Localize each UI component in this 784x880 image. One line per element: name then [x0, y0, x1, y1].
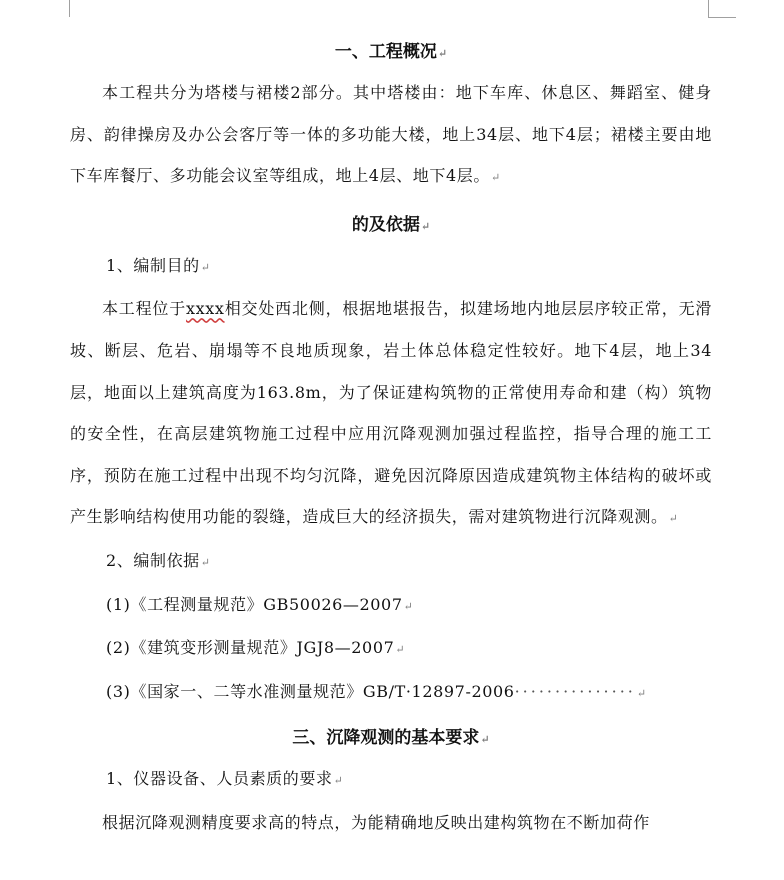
purpose-title: 1、编制目的↵	[106, 255, 211, 275]
basis-title: 2、编制依据↵	[106, 550, 211, 570]
paragraph-mark: ↵	[395, 643, 406, 657]
crop-mark-left	[69, 0, 70, 17]
document-body[interactable]	[70, 32, 712, 844]
paragraph-mark: ↵	[668, 512, 679, 526]
paragraph-mark: ↵	[403, 599, 414, 613]
paragraph-mark: ↵	[200, 260, 211, 274]
equipment-paragraph: 根据沉降观测精度要求高的特点，为能精确地反映出建构筑物在不断加荷作	[102, 812, 650, 832]
paragraph-mark: ↵	[437, 47, 448, 60]
basis-item-3: (3)《国家一、二等水准测量规范》GB/T·12897-2006···············↵	[106, 681, 647, 701]
basis-item-1: (1)《工程测量规范》GB50026—2007↵	[106, 594, 414, 614]
paragraph-mark: ↵	[480, 733, 490, 747]
crop-mark-right-horizontal	[708, 17, 736, 18]
paragraph-mark: ↵	[490, 171, 501, 185]
paragraph-mark: ↵	[200, 555, 211, 569]
section1-heading: 一、工程概况↵	[334, 42, 448, 62]
section1-paragraph: 本工程共分为塔楼与裙楼2部分。其中塔楼由：地下车库、休息区、舞蹈室、健身房、韵律操房及办公会客厅等一体的多功能大楼，地上34层、地下4层；裙楼主要由地下车库餐厅、多功能会议室等组成，地上4层、地下4层。↵	[70, 83, 712, 186]
purpose-paragraph: 本工程位于xxxx相交处西北侧，根据地堪报告，拟建场地内地层层序较正常，无滑坡、断层、危岩、崩塌等不良地质现象，岩土体总体稳定性较好。地下4层，地上34层，地面以上建筑高度为163.8m，为了保证建构筑物的正常使用寿命和建（构）筑物的安全性，在高层建筑物施工过程中应用沉降观测加强过程监控，指导合理的施工工序，预防在施工过程中出现不均匀沉降，避免因沉降原因造成建筑物主体结构的破坏或产生影响结构使用功能的裂缝，造成巨大的经济损失，需对建筑物进行沉降观测。↵	[70, 299, 712, 527]
equipment-title: 1、仪器设备、人员素质的要求↵	[106, 769, 344, 789]
section3-heading: 三、沉降观测的基本要求↵	[292, 728, 490, 749]
crop-mark-right-vertical	[708, 0, 709, 17]
paragraph-mark: ↵	[636, 686, 647, 700]
paragraph-mark: ↵	[420, 219, 431, 233]
basis-item-3-dots: ···············	[514, 681, 636, 701]
section2-heading: 的及依据↵	[351, 214, 431, 235]
basis-item-2: (2)《建筑变形测量规范》JGJ8—2007↵	[106, 638, 406, 658]
placeholder-location: xxxx	[186, 299, 225, 319]
paragraph-mark: ↵	[333, 774, 344, 788]
